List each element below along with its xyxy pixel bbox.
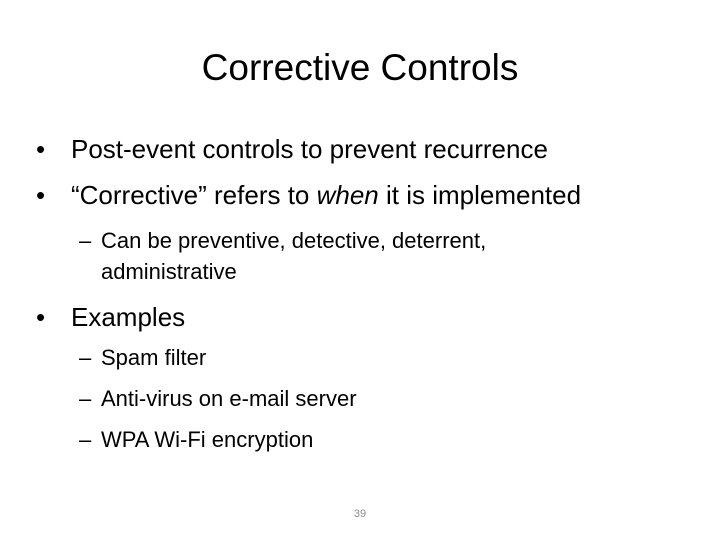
bullet-item-corrective-refers [36,178,581,212]
sub-bullet-item-can-be [79,227,486,255]
sub-bullet-glyph: – [79,345,92,370]
sub-bullet-text: WPA Wi-Fi encryption [101,427,314,452]
sub-bullet-item-anti-virus [79,385,357,413]
slide-title: Corrective Controls [201,47,519,88]
bullet-text-before: “Corrective” refers to [71,180,317,210]
bullet-text: Examples [71,302,186,332]
sub-bullet-text: Anti-virus on e-mail server [101,386,357,411]
sub-bullet-continuation: administrative [101,259,237,284]
bullet-glyph: • [36,134,46,164]
bullet-item-post-event [36,132,548,166]
bullet-glyph: • [36,302,46,332]
sub-bullet-text: Spam filter [101,345,207,370]
sub-bullet-text: Can be preventive, detective, deterrent, [101,228,487,253]
bullet-glyph: • [36,180,46,210]
sub-bullet-glyph: – [79,228,92,253]
sub-bullet-glyph: – [79,427,92,452]
sub-bullet-glyph: – [79,386,92,411]
page-number: 39 [353,508,367,520]
bullet-item-examples [36,300,185,334]
bullet-text-after: it is implemented [378,180,582,210]
sub-bullet-item-spam-filter [79,344,206,372]
sub-bullet-item-wpa [79,426,313,454]
bullet-text: Post-event controls to prevent recurrence [71,134,548,164]
bullet-text-emphasis: when [316,180,379,210]
